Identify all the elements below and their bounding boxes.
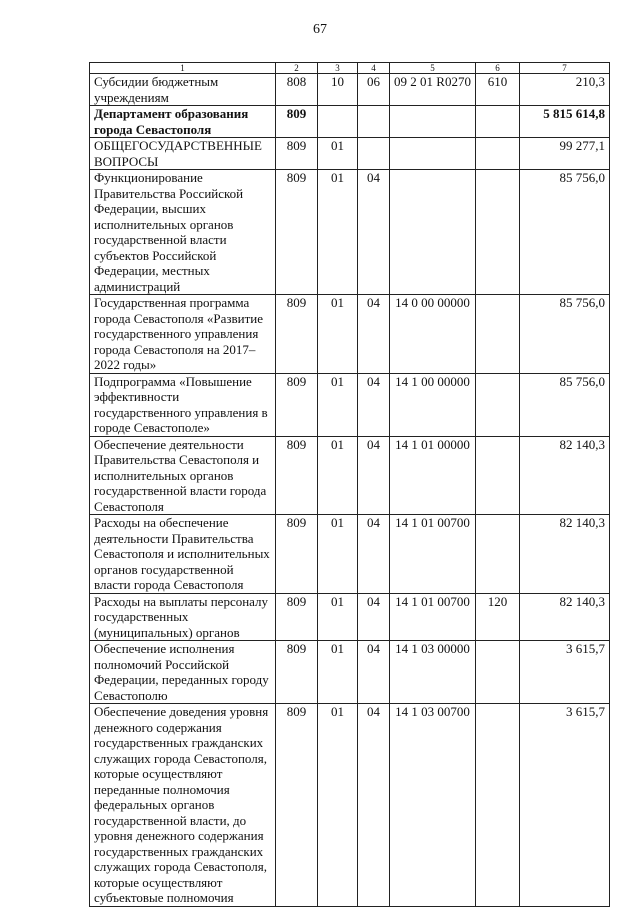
row-section-cell: 01	[318, 641, 358, 704]
table-row	[90, 436, 610, 515]
table-row	[90, 295, 610, 374]
row-section-cell: 01	[318, 593, 358, 641]
row-subsection-cell	[358, 138, 390, 170]
row-subsection-cell	[358, 106, 390, 138]
row-ministry-cell: 809	[276, 704, 318, 907]
row-ministry-cell: 809	[276, 641, 318, 704]
row-target-cell	[390, 106, 476, 138]
row-expense-type-cell	[476, 515, 520, 594]
row-expense-type-cell	[476, 106, 520, 138]
column-header-3: 3	[318, 63, 358, 74]
row-amount-cell: 85 756,0	[520, 295, 610, 374]
table-row	[90, 373, 610, 436]
row-name-cell: ОБЩЕГОСУДАРСТВЕННЫЕ ВОПРОСЫ	[90, 138, 276, 170]
row-section-cell: 01	[318, 436, 358, 515]
table-row	[90, 515, 610, 594]
row-ministry-cell: 809	[276, 515, 318, 594]
row-expense-type-cell	[476, 170, 520, 295]
row-ministry-cell: 809	[276, 436, 318, 515]
row-target-cell	[390, 170, 476, 295]
row-target-cell: 14 1 03 00700	[390, 704, 476, 907]
row-section-cell	[318, 106, 358, 138]
column-header-5: 5	[390, 63, 476, 74]
row-subsection-cell: 04	[358, 704, 390, 907]
row-expense-type-cell: 610	[476, 74, 520, 106]
row-target-cell: 09 2 01 R0270	[390, 74, 476, 106]
row-section-cell: 01	[318, 138, 358, 170]
row-amount-cell: 82 140,3	[520, 515, 610, 594]
column-header-2: 2	[276, 63, 318, 74]
row-target-cell: 14 1 01 00700	[390, 515, 476, 594]
row-expense-type-cell: 120	[476, 593, 520, 641]
table-row	[90, 593, 610, 641]
row-ministry-cell: 809	[276, 170, 318, 295]
row-name-cell: Департамент образования города Севастополя	[90, 106, 276, 138]
table-row	[90, 106, 610, 138]
row-name-cell: Расходы на выплаты персоналу государственных (муниципальных) органов	[90, 593, 276, 641]
row-section-cell: 01	[318, 170, 358, 295]
row-target-cell: 14 1 01 00700	[390, 593, 476, 641]
row-ministry-cell: 808	[276, 74, 318, 106]
table-body	[90, 74, 610, 907]
row-section-cell: 01	[318, 515, 358, 594]
row-name-cell: Государственная программа города Севастополя «Развитие государственного управления города Севастополя на 2017–2022 годы»	[90, 295, 276, 374]
row-ministry-cell: 809	[276, 593, 318, 641]
row-amount-cell: 85 756,0	[520, 373, 610, 436]
row-expense-type-cell	[476, 373, 520, 436]
row-subsection-cell: 04	[358, 515, 390, 594]
row-amount-cell: 82 140,3	[520, 436, 610, 515]
table-row	[90, 704, 610, 907]
row-amount-cell: 5 815 614,8	[520, 106, 610, 138]
table-row	[90, 170, 610, 295]
row-expense-type-cell	[476, 436, 520, 515]
row-amount-cell: 210,3	[520, 74, 610, 106]
row-ministry-cell: 809	[276, 106, 318, 138]
row-expense-type-cell	[476, 704, 520, 907]
table-row	[90, 138, 610, 170]
row-name-cell: Субсидии бюджетным учреждениям	[90, 74, 276, 106]
row-name-cell: Обеспечение доведения уровня денежного содержания государственных гражданских служащих города Севастополя, которые осуществляют переданные полномочия федеральных органов государственной власти, до уровня денежного содержания государственных гражданских служащих города Севастополя, которые осуществляют субъектовые полномочия	[90, 704, 276, 907]
row-section-cell: 01	[318, 704, 358, 907]
page-number: 67	[313, 22, 327, 37]
row-subsection-cell: 04	[358, 295, 390, 374]
row-section-cell: 01	[318, 295, 358, 374]
table-row	[90, 74, 610, 106]
table-row	[90, 641, 610, 704]
row-subsection-cell: 04	[358, 436, 390, 515]
row-ministry-cell: 809	[276, 373, 318, 436]
row-target-cell: 14 0 00 00000	[390, 295, 476, 374]
row-target-cell: 14 1 00 00000	[390, 373, 476, 436]
row-section-cell: 01	[318, 373, 358, 436]
row-subsection-cell: 04	[358, 641, 390, 704]
row-amount-cell: 85 756,0	[520, 170, 610, 295]
row-amount-cell: 3 615,7	[520, 704, 610, 907]
budget-table	[89, 62, 610, 907]
row-amount-cell: 99 277,1	[520, 138, 610, 170]
row-expense-type-cell	[476, 295, 520, 374]
table-header-row	[90, 63, 610, 74]
row-name-cell: Функционирование Правительства Российской Федерации, высших исполнительных органов государственной власти субъектов Российской Федерации, местных администраций	[90, 170, 276, 295]
row-subsection-cell: 04	[358, 170, 390, 295]
row-target-cell	[390, 138, 476, 170]
row-expense-type-cell	[476, 641, 520, 704]
row-section-cell: 10	[318, 74, 358, 106]
row-name-cell: Расходы на обеспечение деятельности Правительства Севастополя и исполнительных органов государственной власти города Севастополя	[90, 515, 276, 594]
row-ministry-cell: 809	[276, 138, 318, 170]
row-amount-cell: 82 140,3	[520, 593, 610, 641]
row-subsection-cell: 06	[358, 74, 390, 106]
row-ministry-cell: 809	[276, 295, 318, 374]
row-name-cell: Обеспечение деятельности Правительства Севастополя и исполнительных органов государственной власти города Севастополя	[90, 436, 276, 515]
row-amount-cell: 3 615,7	[520, 641, 610, 704]
column-header-7: 7	[520, 63, 610, 74]
row-expense-type-cell	[476, 138, 520, 170]
row-name-cell: Обеспечение исполнения полномочий Российской Федерации, переданных городу Севастополю	[90, 641, 276, 704]
row-target-cell: 14 1 03 00000	[390, 641, 476, 704]
row-subsection-cell: 04	[358, 373, 390, 436]
column-header-1: 1	[90, 63, 276, 74]
row-subsection-cell: 04	[358, 593, 390, 641]
column-header-4: 4	[358, 63, 390, 74]
row-target-cell: 14 1 01 00000	[390, 436, 476, 515]
column-header-6: 6	[476, 63, 520, 74]
row-name-cell: Подпрограмма «Повышение эффективности государственного управления в городе Севастополе»	[90, 373, 276, 436]
